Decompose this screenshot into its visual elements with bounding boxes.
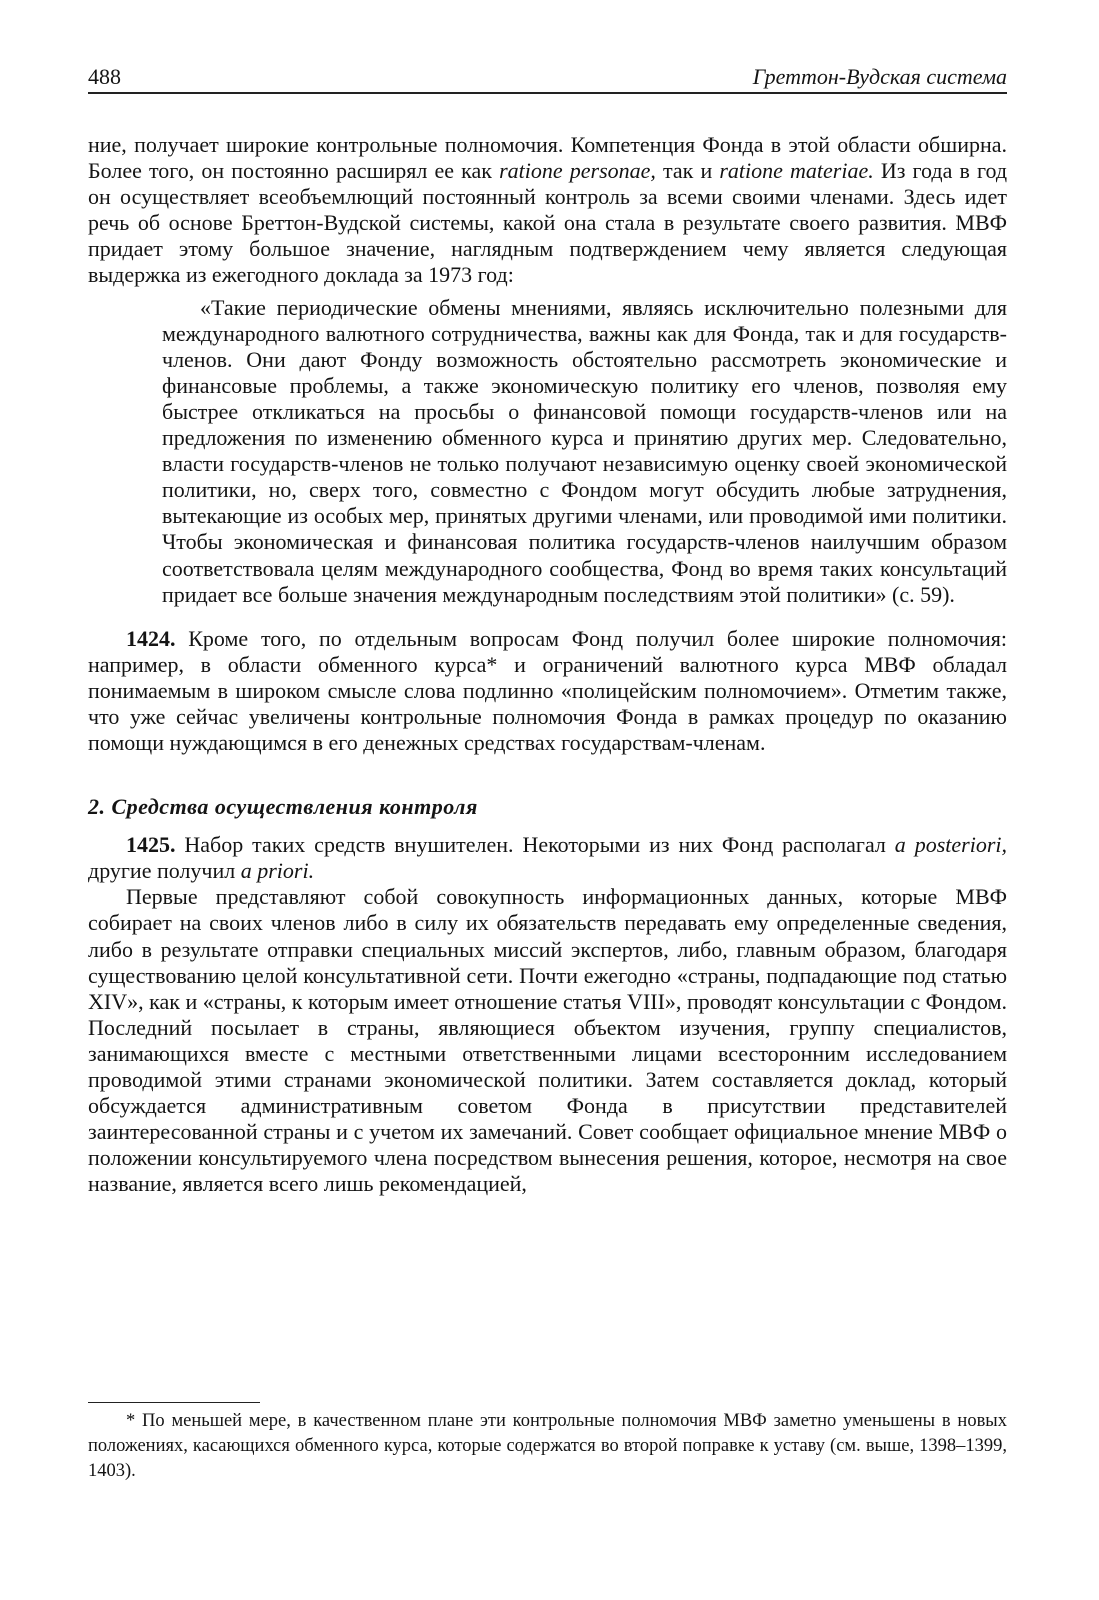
running-title: Греттон-Вудская система — [752, 64, 1007, 89]
paragraph-number: 1425. — [126, 832, 176, 858]
paragraph-number: 1424. — [126, 625, 176, 651]
latin-term: a priori. — [240, 858, 315, 884]
text-run: другие получил — [88, 858, 241, 884]
latin-term: a posteriori, — [894, 832, 1007, 858]
latin-term: ratione personae, — [499, 158, 656, 184]
footnote-text: * По меньшей мере, в качественном плане эти контрольные полномочия МВФ заметно уменьшены в новых положениях, касающихся обменного курса, которые содержатся во второй поправке к уставу (см. выше, 1398–1399, 1403). — [88, 1411, 1007, 1481]
text-run: Из года в год он осуществляет всеобъемлющий постоянный контроль за всеми своими членами. Здесь идет речь об основе Бреттон-Вудской системы, какой она стала в результате своего развития. МВФ придает этому большое значение, наглядным подтверждением чему является следующая выдержка из ежегодного доклада за 1973 год: — [88, 158, 1008, 288]
text-run: ние, получает широкие контрольные полномочия. Компетенция Фонда в этой области обширна. Более того, он постоянно расширял ее как — [88, 132, 1007, 184]
paragraph-1425 — [88, 832, 1007, 884]
paragraph-1424 — [88, 626, 1007, 756]
main-text — [88, 132, 1007, 1197]
block-quote: «Такие периодические обмены мнениями, являясь исключительно полезными для международного валютного сотрудничества, важны как для Фонда, так и для государств-членов. Они дают Фонду возможность обстоятельно рассмотреть экономические и финансовые проблемы, а также экономическую политику его членов, позволяя ему быстрее откликаться на просьбы о финансовой помощи государств-членов или на предложения по изменению обменного курса и принятию других мер. Следовательно, власти государств-членов не только получают независимую оценку своей экономической политики, но, сверх того, совместно с Фондом могут обсудить любые затруднения, вытекающие из особых мер, принятых другими членами, или проводимой ими политики. Чтобы экономическая и финансовая политика государств-членов наилучшим образом соответствовала целям международного сообщества, Фонд во время таких консультаций придает все больше значения международным последствиям этой политики» (с. 59). — [162, 294, 1007, 607]
footnote — [88, 1409, 1007, 1484]
text-run: Кроме того, по отдельным вопросам Фонд получил более широкие полномочия: например, в области обменного курса* и ограничений валютного курса МВФ обладал понимаемым в широком смысле слова подлинно «полицейским полномочием». Отметим также, что уже сейчас увеличены контрольные полномочия Фонда в рамках процедур по оказанию помощи нуждающимся в его денежных средствах государствам-членам. — [88, 625, 1007, 756]
text-run: Набор таких средств внушителен. Некоторыми из них Фонд располагал — [175, 832, 895, 858]
latin-term: ratione materiae. — [719, 158, 874, 184]
text-run: так и — [655, 158, 720, 184]
paragraph-intro — [88, 132, 1007, 289]
section-heading: 2. Средства осуществления контроля — [88, 794, 478, 820]
footnote-divider — [88, 1402, 260, 1403]
page-header — [88, 62, 1007, 94]
paragraph-final: Первые представляют собой совокупность информационных данных, которые МВФ собирает на своих членов либо в силу их обязательств передавать ему определенные сведения, либо в результате отправки специальных миссий экспертов, либо, главным образом, благодаря существованию целой консультативной сети. Почти ежегодно «страны, подпадающие под статью XIV», как и «страны, к которым имеет отношение статья VIII», проводят консультации с Фондом. Последний посылает в страны, являющиеся объектом изучения, группу специалистов, занимающихся вместе с местными ответственными лицами всесторонним исследованием проводимой этими странами экономической политики. Затем составляется доклад, который обсуждается административным советом Фонда в присутствии представителей заинтересованной страны и с учетом их замечаний. Совет сообщает официальное мнение МВФ о положении консультируемого члена посредством вынесения решения, которое, несмотря на свое название, является всего лишь рекомендацией, — [88, 884, 1007, 1197]
page-number: 488 — [88, 64, 121, 89]
